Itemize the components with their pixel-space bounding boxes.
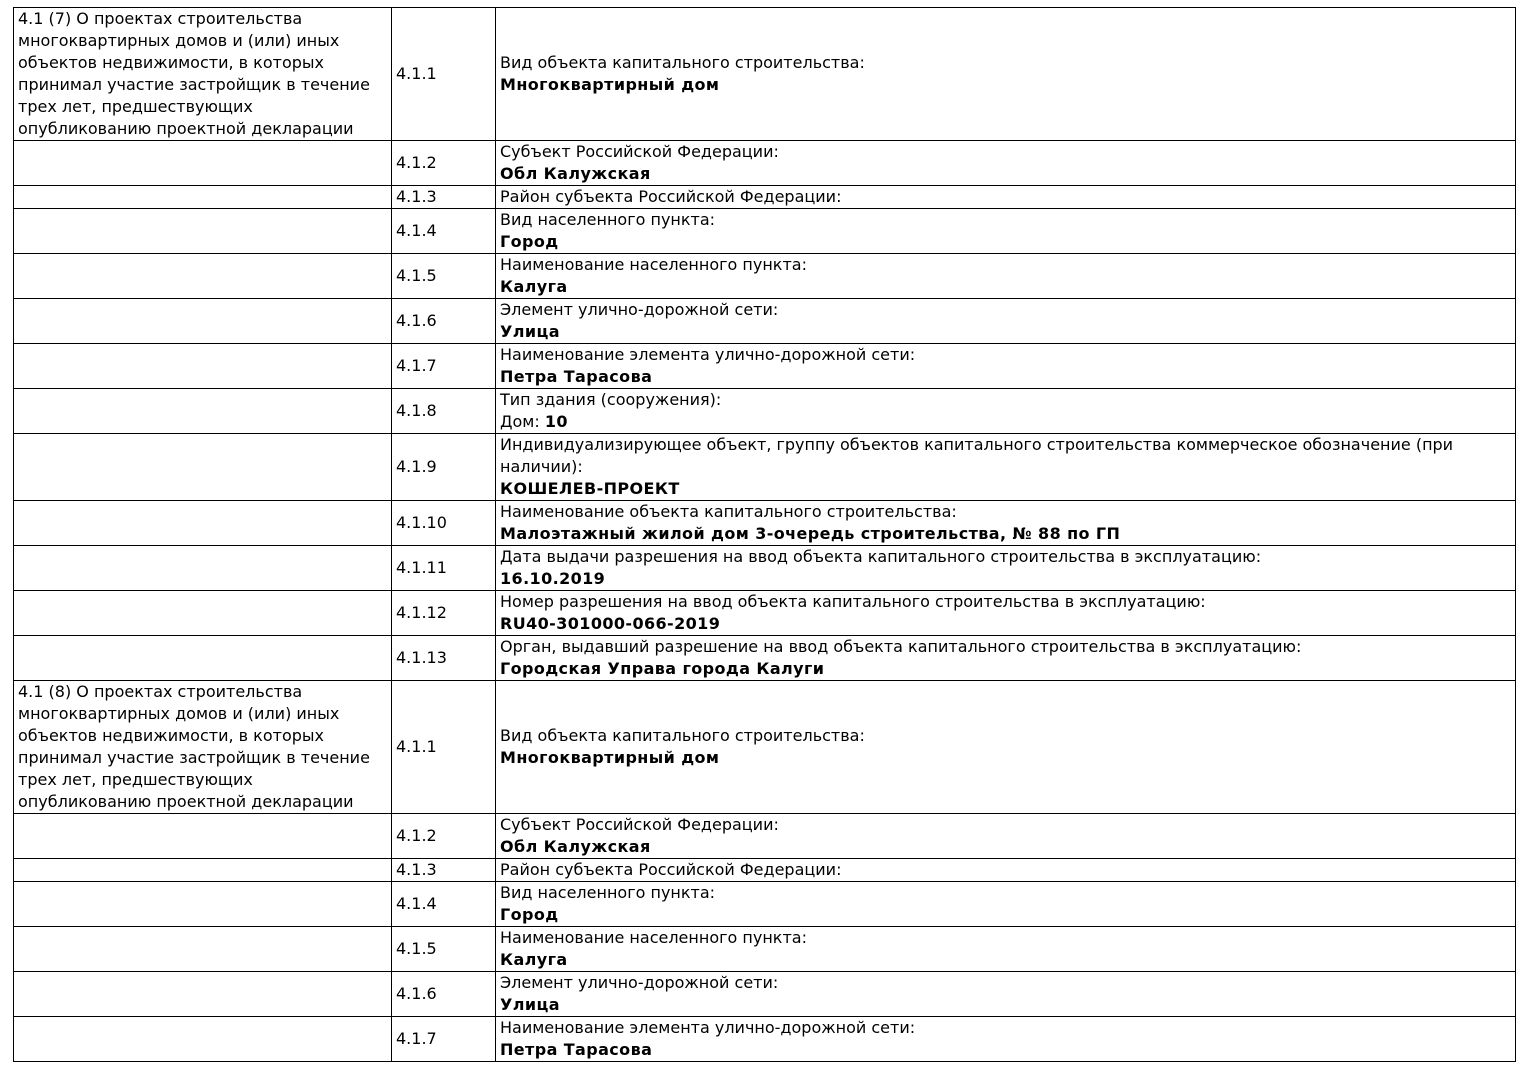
field-label: Наименование элемента улично-дорожной сети: bbox=[500, 345, 916, 364]
section-description-cell bbox=[14, 344, 392, 389]
section-description-cell bbox=[14, 141, 392, 186]
table-row bbox=[14, 344, 1516, 389]
field-cell bbox=[496, 1017, 1516, 1062]
field-cell bbox=[496, 927, 1516, 972]
section-description-cell bbox=[14, 299, 392, 344]
field-label: Тип здания (сооружения): bbox=[500, 390, 722, 409]
field-cell bbox=[496, 972, 1516, 1017]
row-number: 4.1.1 bbox=[392, 8, 496, 141]
row-number: 4.1.4 bbox=[392, 209, 496, 254]
field-value: Обл Калужская bbox=[500, 837, 651, 856]
field-cell bbox=[496, 299, 1516, 344]
field-cell bbox=[496, 591, 1516, 636]
section-description-cell bbox=[14, 972, 392, 1017]
field-label: Наименование элемента улично-дорожной сети: bbox=[500, 1018, 916, 1037]
field-value: Улица bbox=[500, 322, 560, 341]
section-description-cell bbox=[14, 501, 392, 546]
field-cell bbox=[496, 141, 1516, 186]
field-cell bbox=[496, 546, 1516, 591]
field-cell bbox=[496, 501, 1516, 546]
section-description-cell bbox=[14, 254, 392, 299]
field-label: Субъект Российской Федерации: bbox=[500, 142, 779, 161]
row-number: 4.1.10 bbox=[392, 501, 496, 546]
table-row bbox=[14, 299, 1516, 344]
section-description-cell bbox=[14, 389, 392, 434]
row-number: 4.1.3 bbox=[392, 859, 496, 882]
row-number: 4.1.11 bbox=[392, 546, 496, 591]
row-number: 4.1.3 bbox=[392, 186, 496, 209]
field-label: Номер разрешения на ввод объекта капитального строительства в эксплуатацию: bbox=[500, 592, 1206, 611]
table-row bbox=[14, 254, 1516, 299]
row-number: 4.1.8 bbox=[392, 389, 496, 434]
table-row bbox=[14, 546, 1516, 591]
field-value: Многоквартирный дом bbox=[500, 75, 720, 94]
field-cell bbox=[496, 186, 1516, 209]
field-label: Субъект Российской Федерации: bbox=[500, 815, 779, 834]
table-row bbox=[14, 141, 1516, 186]
field-value: Городская Управа города Калуги bbox=[500, 659, 825, 678]
field-cell bbox=[496, 344, 1516, 389]
table-row bbox=[14, 972, 1516, 1017]
field-cell bbox=[496, 434, 1516, 501]
table-row bbox=[14, 636, 1516, 681]
row-number: 4.1.9 bbox=[392, 434, 496, 501]
field-label: Элемент улично-дорожной сети: bbox=[500, 300, 779, 319]
field-value: RU40-301000-066-2019 bbox=[500, 614, 721, 633]
field-label: Наименование объекта капитального строительства: bbox=[500, 502, 957, 521]
row-number: 4.1.2 bbox=[392, 814, 496, 859]
section-description-cell bbox=[14, 186, 392, 209]
table-row bbox=[14, 882, 1516, 927]
field-label: Орган, выдавший разрешение на ввод объекта капитального строительства в эксплуатацию: bbox=[500, 637, 1302, 656]
row-number: 4.1.7 bbox=[392, 344, 496, 389]
field-label: Наименование населенного пункта: bbox=[500, 928, 807, 947]
section-description-cell bbox=[14, 434, 392, 501]
table-row bbox=[14, 814, 1516, 859]
field-label: Вид объекта капитального строительства: bbox=[500, 726, 865, 745]
table-row bbox=[14, 859, 1516, 882]
field-value: 10 bbox=[544, 412, 568, 431]
field-label: Дата выдачи разрешения на ввод объекта капитального строительства в эксплуатацию: bbox=[500, 547, 1262, 566]
field-value: КОШЕЛЕВ-ПРОЕКТ bbox=[500, 479, 680, 498]
row-number: 4.1.5 bbox=[392, 927, 496, 972]
field-label: Район субъекта Российской Федерации: bbox=[500, 860, 842, 879]
table-row bbox=[14, 434, 1516, 501]
table-row bbox=[14, 186, 1516, 209]
field-label: Вид населенного пункта: bbox=[500, 210, 716, 229]
section-description-cell bbox=[14, 209, 392, 254]
field-cell bbox=[496, 636, 1516, 681]
section-title: 4.1 (7) О проектах строительства многоквартирных домов и (или) иных объектов недвижимости, в которых принимал участие застройщик в течение трех лет, предшествующих опубликованию проектной декларации bbox=[14, 8, 392, 141]
section-header-row bbox=[14, 681, 1516, 814]
section-description-cell bbox=[14, 859, 392, 882]
row-number: 4.1.4 bbox=[392, 882, 496, 927]
field-value: Обл Калужская bbox=[500, 164, 651, 183]
table-row bbox=[14, 927, 1516, 972]
field-cell bbox=[496, 254, 1516, 299]
field-label: Элемент улично-дорожной сети: bbox=[500, 973, 779, 992]
field-label: Вид населенного пункта: bbox=[500, 883, 716, 902]
field-label: Вид объекта капитального строительства: bbox=[500, 53, 865, 72]
field-value: Город bbox=[500, 232, 559, 251]
field-value: Улица bbox=[500, 995, 560, 1014]
section-description-cell bbox=[14, 927, 392, 972]
field-cell bbox=[496, 209, 1516, 254]
row-number: 4.1.13 bbox=[392, 636, 496, 681]
row-number: 4.1.6 bbox=[392, 299, 496, 344]
field-value: Петра Тарасова bbox=[500, 367, 653, 386]
table-row bbox=[14, 1017, 1516, 1062]
section-description-cell bbox=[14, 546, 392, 591]
section-description-cell bbox=[14, 591, 392, 636]
field-cell bbox=[496, 389, 1516, 434]
field-value-line bbox=[500, 411, 1511, 433]
field-cell bbox=[496, 681, 1516, 814]
row-number: 4.1.7 bbox=[392, 1017, 496, 1062]
table-row bbox=[14, 209, 1516, 254]
declaration-table bbox=[13, 7, 1516, 1062]
table-row bbox=[14, 389, 1516, 434]
field-value: Многоквартирный дом bbox=[500, 748, 720, 767]
table-row bbox=[14, 501, 1516, 546]
row-number: 4.1.5 bbox=[392, 254, 496, 299]
field-value: 16.10.2019 bbox=[500, 569, 606, 588]
section-header-row bbox=[14, 8, 1516, 141]
field-value: Калуга bbox=[500, 950, 568, 969]
field-label: Индивидуализирующее объект, группу объектов капитального строительства коммерческое обозначение (при наличии): bbox=[500, 435, 1454, 476]
field-value: Город bbox=[500, 905, 559, 924]
section-description-cell bbox=[14, 882, 392, 927]
field-label: Район субъекта Российской Федерации: bbox=[500, 187, 842, 206]
row-number: 4.1.1 bbox=[392, 681, 496, 814]
section-description-cell bbox=[14, 814, 392, 859]
field-label: Наименование населенного пункта: bbox=[500, 255, 807, 274]
section-description-cell bbox=[14, 1017, 392, 1062]
field-cell bbox=[496, 814, 1516, 859]
field-value: Петра Тарасова bbox=[500, 1040, 653, 1059]
field-value: Калуга bbox=[500, 277, 568, 296]
section-description-cell bbox=[14, 636, 392, 681]
field-value-prefix: Дом: bbox=[500, 412, 545, 431]
row-number: 4.1.6 bbox=[392, 972, 496, 1017]
field-cell bbox=[496, 859, 1516, 882]
section-title: 4.1 (8) О проектах строительства многоквартирных домов и (или) иных объектов недвижимости, в которых принимал участие застройщик в течение трех лет, предшествующих опубликованию проектной декларации bbox=[14, 681, 392, 814]
table-row bbox=[14, 591, 1516, 636]
row-number: 4.1.2 bbox=[392, 141, 496, 186]
field-cell bbox=[496, 8, 1516, 141]
field-value: Малоэтажный жилой дом 3-очередь строительства, № 88 по ГП bbox=[500, 524, 1121, 543]
field-cell bbox=[496, 882, 1516, 927]
row-number: 4.1.12 bbox=[392, 591, 496, 636]
